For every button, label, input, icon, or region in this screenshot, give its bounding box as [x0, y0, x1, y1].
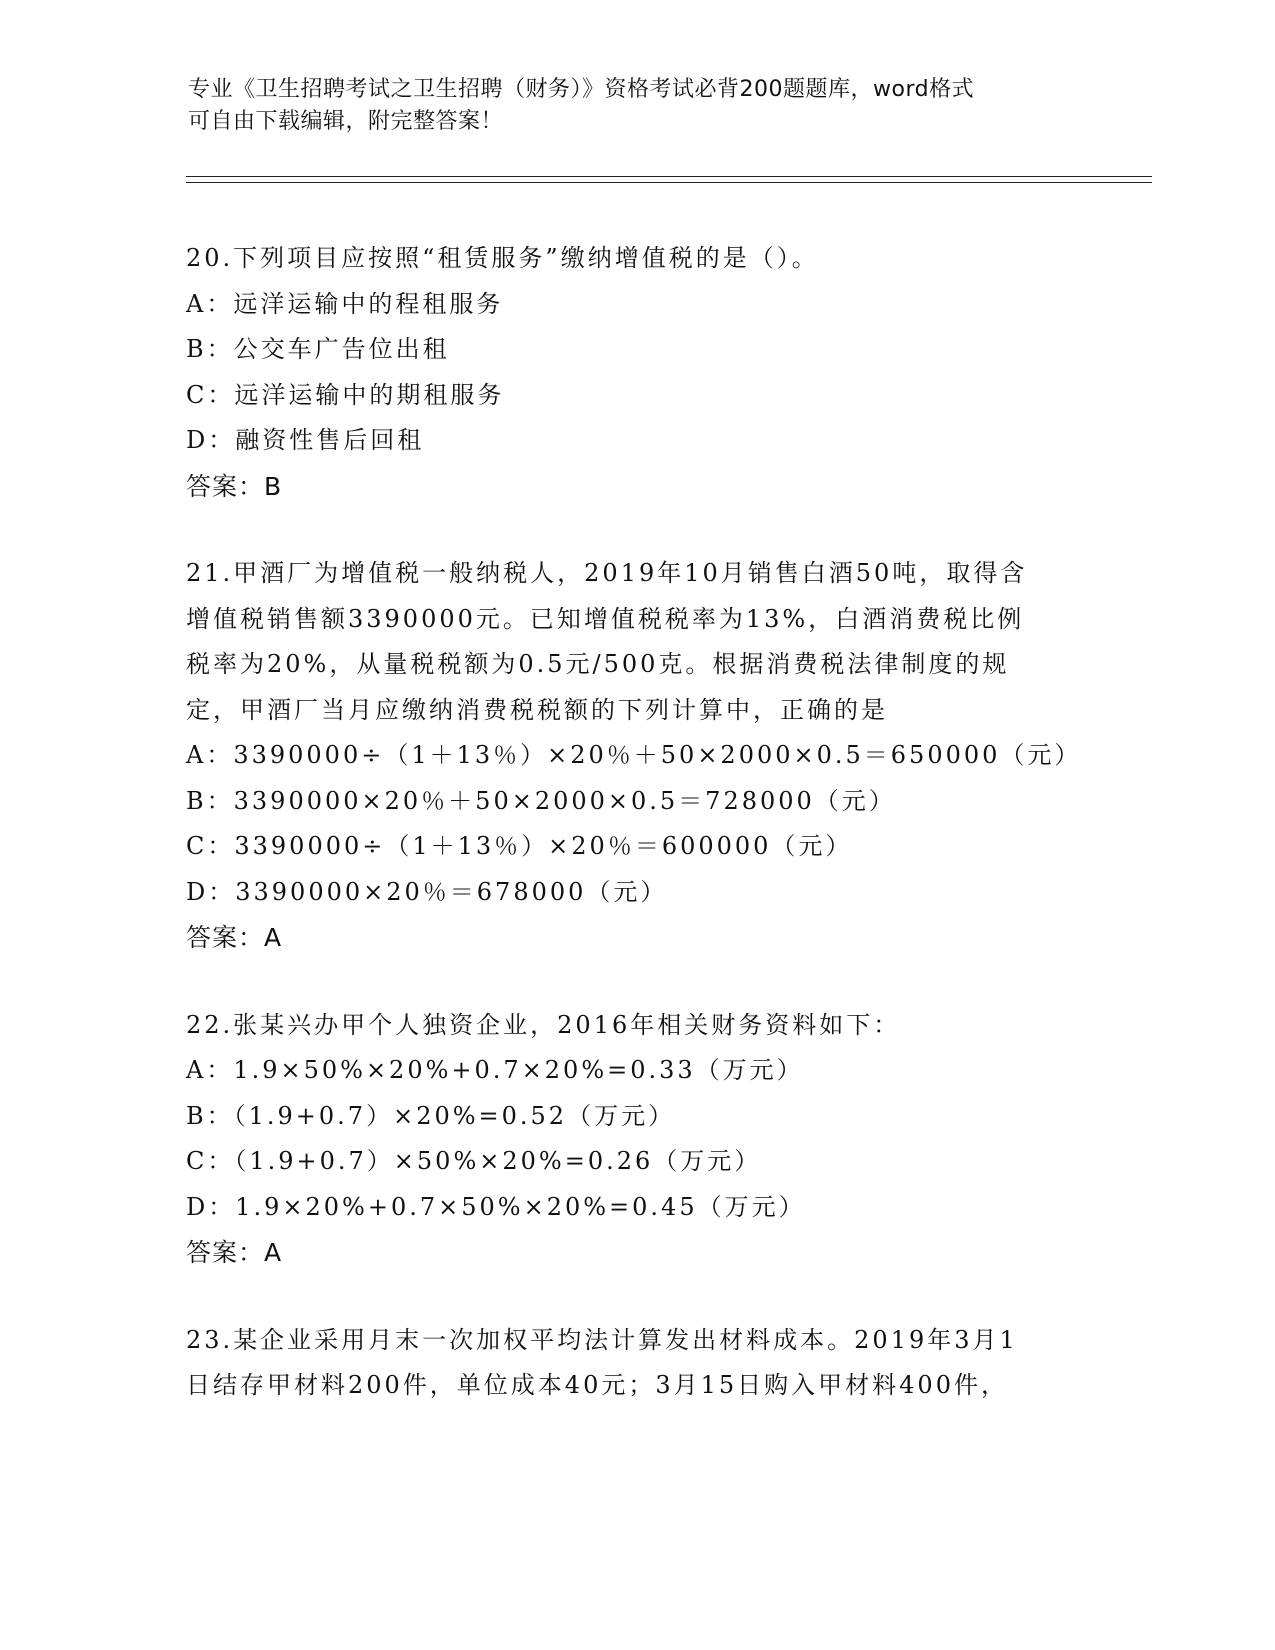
question-list	[186, 236, 1086, 1451]
header-line-1: 专业《卫生招聘考试之卫生招聘（财务）》资格考试必背200题题库，word格式	[188, 77, 975, 102]
question-stem-line-3: 税率为20%，从量税税额为0.5元/500克。根据消费税法律制度的规	[186, 650, 1010, 678]
question-21	[186, 551, 1086, 961]
option-c: C：3390000÷（1＋13％）×20％＝600000（元）	[186, 832, 853, 860]
option-d: D：融资性售后回租	[186, 426, 425, 454]
question-stem-line-2: 增值税销售额3390000元。已知增值税税率为13%，白酒消费税比例	[186, 604, 1025, 633]
option-a: A：3390000÷（1＋13％）×20％＋50×2000×0.5＝650000（元）	[186, 741, 1082, 769]
header-double-rule	[186, 176, 1152, 183]
question-22	[186, 1003, 1086, 1276]
option-d: D：3390000×20％＝678000（元）	[186, 877, 668, 906]
document-header	[188, 74, 1088, 138]
answer-line: 答案：B	[186, 471, 283, 501]
question-stem: 20.下列项目应按照“租赁服务”缴纳增值税的是（）。	[186, 244, 819, 272]
option-a: A：远洋运输中的程租服务	[186, 289, 504, 318]
header-line-2: 可自由下载编辑，附完整答案！	[188, 109, 504, 134]
question-20	[186, 236, 1086, 509]
option-d: D：1.9×20%+0.7×50%×20%=0.45（万元）	[186, 1192, 806, 1221]
question-stem-line-1: 23.某企业采用月末一次加权平均法计算发出材料成本。2019年3月1	[186, 1325, 1018, 1354]
question-stem-line-4: 定，甲酒厂当月应缴纳消费税税额的下列计算中，正确的是	[186, 695, 888, 724]
option-c: C：远洋运输中的期租服务	[186, 380, 505, 409]
option-a: A：1.9×50%×20%+0.7×20%=0.33（万元）	[186, 1056, 804, 1084]
option-b: B：公交车广告位出租	[186, 335, 450, 363]
question-23	[186, 1318, 1086, 1409]
answer-line: 答案：A	[186, 1238, 283, 1267]
question-stem-line-1: 21.甲酒厂为增值税一般纳税人，2019年10月销售白酒50吨，取得含	[186, 559, 1028, 587]
option-c: C：（1.9+0.7）×50%×20%=0.26（万元）	[186, 1147, 762, 1175]
question-stem-line-2: 日结存甲材料200件，单位成本40元；3月15日购入甲材料400件，	[186, 1371, 1008, 1399]
answer-line: 答案：A	[186, 923, 283, 952]
option-b: B：3390000×20％＋50×2000×0.5＝728000（元）	[186, 786, 896, 815]
option-b: B：（1.9+0.7）×20%=0.52（万元）	[186, 1101, 676, 1130]
question-stem: 22.张某兴办甲个人独资企业，2016年相关财务资料如下：	[186, 1010, 901, 1039]
